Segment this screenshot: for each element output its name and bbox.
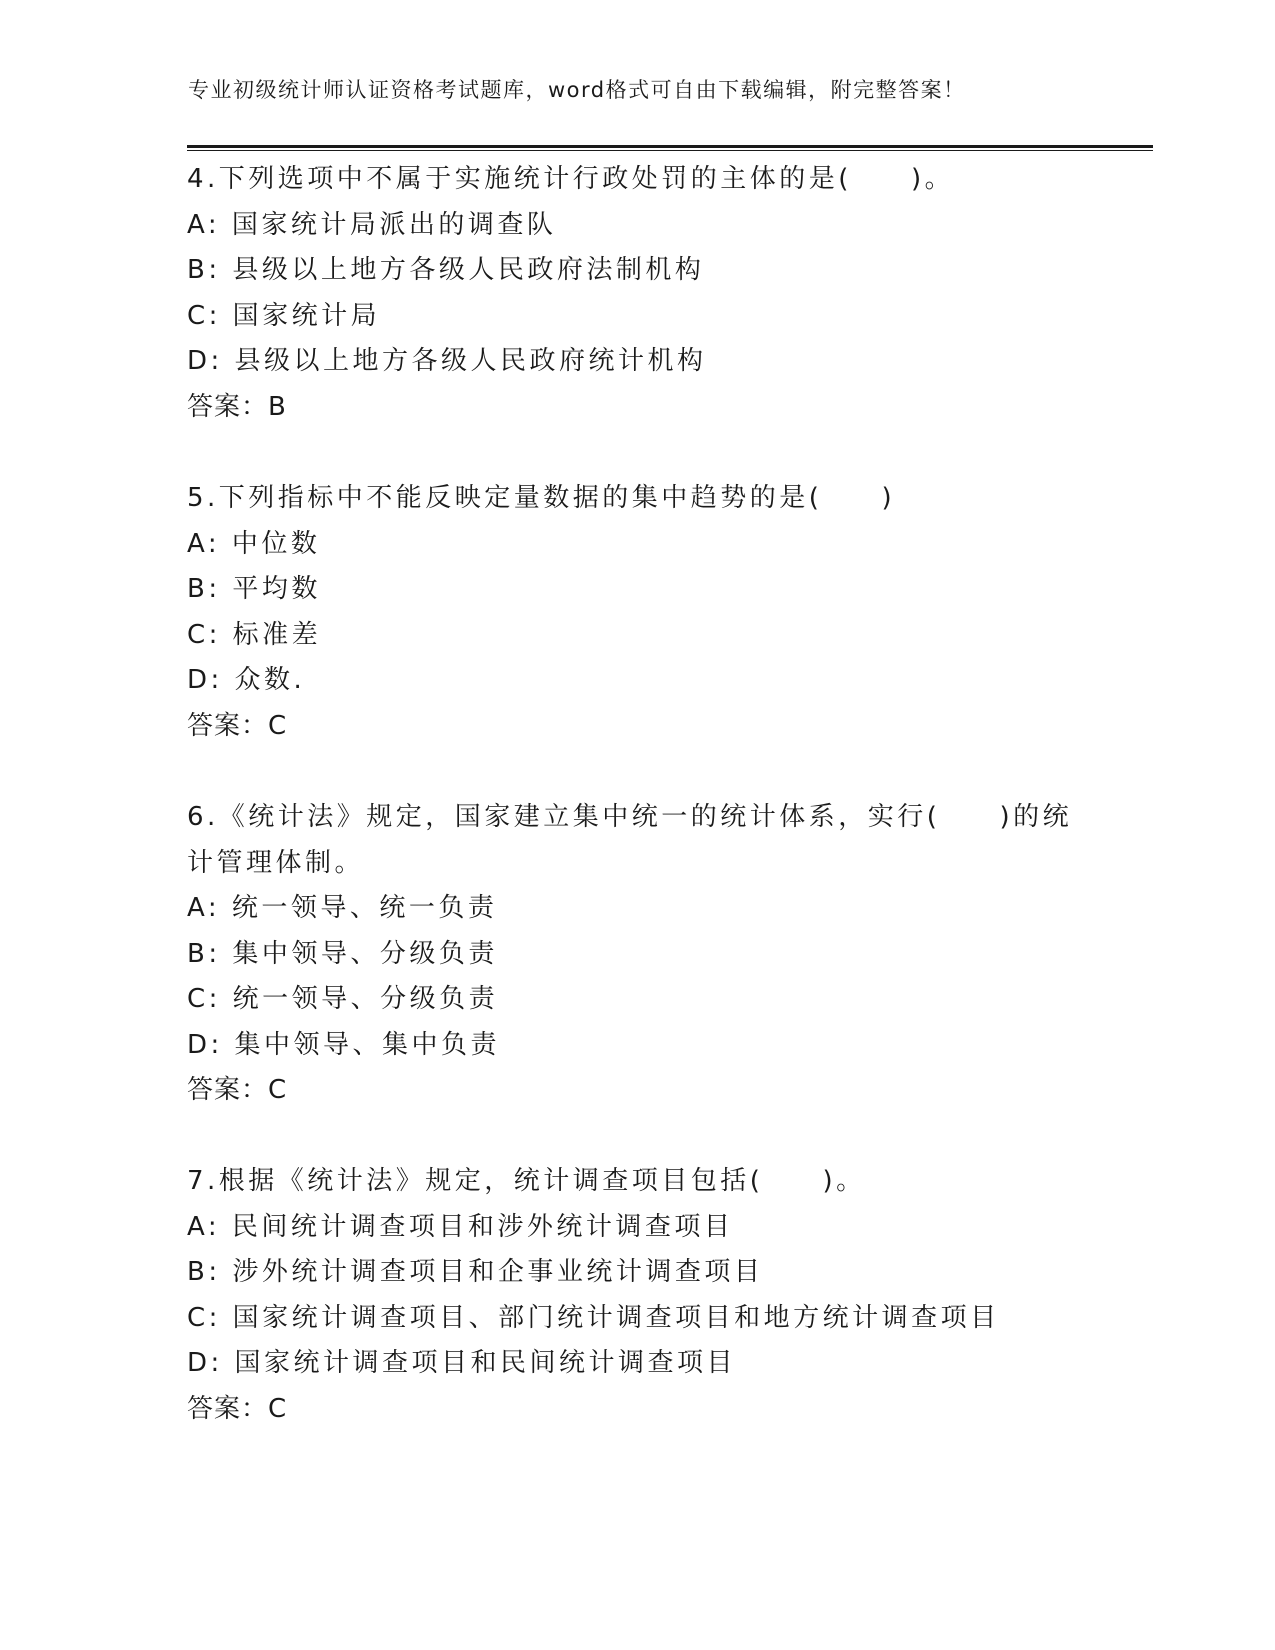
- header-rule-thick: [187, 145, 1153, 148]
- question-stem: 7.根据《统计法》规定，统计调查项目包括( )。: [187, 1166, 866, 1196]
- question-4: [187, 157, 1087, 430]
- option-c: C: 标准差: [187, 619, 322, 650]
- answer: 答案：C: [187, 710, 288, 741]
- option-c: C: 国家统计调查项目、部门统计调查项目和地方统计调查项目: [187, 1302, 1000, 1333]
- question-stem: 4.下列选项中不属于实施统计行政处罚的主体的是( )。: [187, 164, 955, 194]
- option-a: A: 统一领导、统一负责: [187, 893, 498, 923]
- question-stem-line-2: 计管理体制。: [187, 847, 365, 878]
- answer: 答案：C: [187, 1393, 288, 1424]
- question-stem-line-1: 6.《统计法》规定，国家建立集中统一的统计体系，实行( )的统: [187, 802, 1073, 832]
- question-stem: 5.下列指标中不能反映定量数据的集中趋势的是( ): [187, 483, 896, 513]
- option-d: D: 众数.: [187, 665, 306, 695]
- question-5: [187, 476, 1087, 749]
- option-a: A: 中位数: [187, 528, 321, 559]
- option-d: D: 集中领导、集中负责: [187, 1029, 501, 1060]
- option-d: D: 县级以上地方各级人民政府统计机构: [187, 346, 707, 376]
- header-rule-thin: [187, 150, 1153, 151]
- question-6: [187, 795, 1087, 1114]
- option-a: A: 国家统计局派出的调查队: [187, 209, 557, 240]
- option-b: B: 集中领导、分级负责: [187, 938, 498, 969]
- page-header: 专业初级统计师认证资格考试题库，word格式可自由下载编辑，附完整答案！: [188, 78, 966, 102]
- option-c: C: 国家统计局: [187, 300, 381, 331]
- option-a: A: 民间统计调查项目和涉外统计调查项目: [187, 1211, 734, 1242]
- option-b: B: 县级以上地方各级人民政府法制机构: [187, 255, 705, 285]
- answer: 答案：B: [187, 391, 287, 422]
- option-d: D: 国家统计调查项目和民间统计调查项目: [187, 1348, 737, 1378]
- option-c: C: 统一领导、分级负责: [187, 984, 499, 1014]
- question-7: [187, 1159, 1087, 1432]
- answer: 答案：C: [187, 1075, 288, 1105]
- option-b: B: 涉外统计调查项目和企事业统计调查项目: [187, 1257, 764, 1287]
- option-b: B: 平均数: [187, 574, 321, 604]
